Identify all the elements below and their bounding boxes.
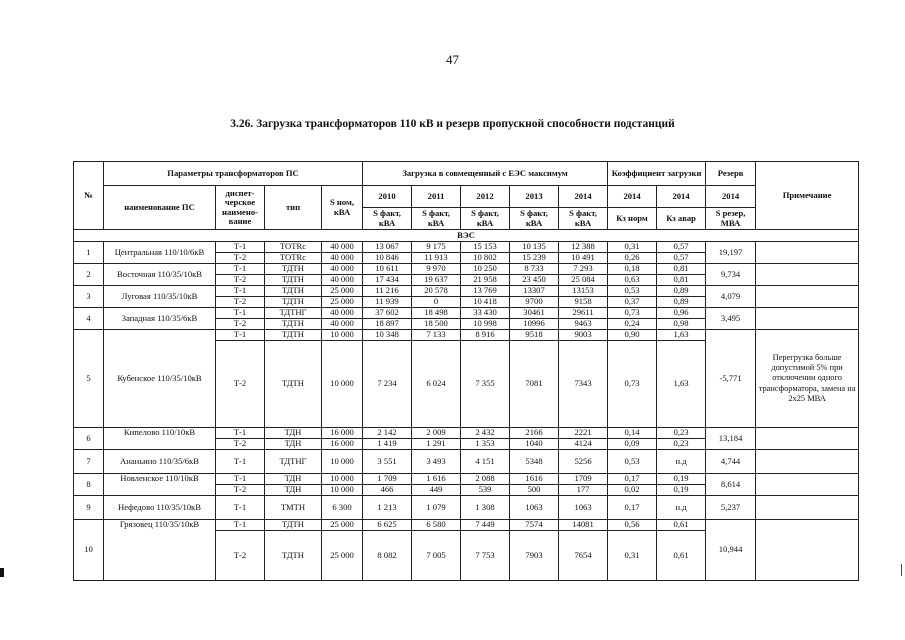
note-cell xyxy=(756,496,859,520)
transformer-type: ТДТН xyxy=(265,330,322,341)
kz-norm-value: 0,26 xyxy=(608,253,657,264)
rated-power: 25 000 xyxy=(322,520,363,531)
load-value: 7343 xyxy=(559,341,608,428)
load-value: 2221 xyxy=(559,428,608,439)
transformer-type: ТДТНГ xyxy=(265,450,322,474)
load-value: 10 250 xyxy=(461,264,510,275)
note-cell xyxy=(756,474,859,496)
kz-norm-value: 0,31 xyxy=(608,531,657,581)
header-kz-norm: Кз норм xyxy=(608,208,657,230)
kz-norm-value: 0,73 xyxy=(608,308,657,319)
load-value: 7 234 xyxy=(363,341,412,428)
kz-avar-value: 0,81 xyxy=(657,264,706,275)
station-name: Новленское 110/10кВ xyxy=(104,474,216,496)
kz-avar-value: 0,23 xyxy=(657,439,706,450)
reserve-value: 5,237 xyxy=(706,496,756,520)
kz-avar-value: 1,63 xyxy=(657,330,706,341)
station-name: Центральная 110/10/6кВ xyxy=(104,242,216,264)
load-value: 9463 xyxy=(559,319,608,330)
load-value: 1 419 xyxy=(363,439,412,450)
station-name: Луговая 110/35/10кВ xyxy=(104,286,216,308)
note-cell xyxy=(756,286,859,308)
header-year: 2011 xyxy=(412,186,461,208)
header-load-group: Загрузка в совмещенный с ЕЭС максимум xyxy=(363,162,608,186)
load-value: 1 353 xyxy=(461,439,510,450)
kz-avar-value: 0,61 xyxy=(657,531,706,581)
header-sfact: S факт, кВА xyxy=(559,208,608,230)
load-value: 19 637 xyxy=(412,275,461,286)
kz-avar-value: 0,23 xyxy=(657,428,706,439)
load-value: 7 005 xyxy=(412,531,461,581)
load-value: 2 432 xyxy=(461,428,510,439)
rated-power: 10 000 xyxy=(322,474,363,485)
rated-power: 25 000 xyxy=(322,297,363,308)
load-value: 10 611 xyxy=(363,264,412,275)
load-value: 25 084 xyxy=(559,275,608,286)
dispatch-name: Т-1 xyxy=(216,428,265,439)
header-ps-name: наименование ПС xyxy=(104,186,216,230)
load-value: 7 133 xyxy=(412,330,461,341)
load-value: 3 493 xyxy=(412,450,461,474)
load-value: 7 753 xyxy=(461,531,510,581)
kz-norm-value: 0,14 xyxy=(608,428,657,439)
transformer-type: ТДТН xyxy=(265,264,322,275)
header-note: Примечание xyxy=(756,162,859,230)
load-value: 10 418 xyxy=(461,297,510,308)
station-number: 5 xyxy=(74,330,104,428)
reserve-value: 4,079 xyxy=(706,286,756,308)
load-value: 1 079 xyxy=(412,496,461,520)
header-num: № xyxy=(74,162,104,230)
load-value: 10996 xyxy=(510,319,559,330)
load-value: 10 998 xyxy=(461,319,510,330)
load-value: 1 616 xyxy=(412,474,461,485)
load-value: 10 348 xyxy=(363,330,412,341)
kz-norm-value: 0,24 xyxy=(608,319,657,330)
dispatch-name: Т-1 xyxy=(216,450,265,474)
note-cell xyxy=(756,450,859,474)
dispatch-name: Т-2 xyxy=(216,341,265,428)
kz-norm-value: 0,73 xyxy=(608,341,657,428)
note-cell xyxy=(756,242,859,264)
transformer-type: ТДТН xyxy=(265,341,322,428)
kz-norm-value: 0,53 xyxy=(608,450,657,474)
load-value: 2 009 xyxy=(412,428,461,439)
note-cell xyxy=(756,428,859,450)
load-value: 1 308 xyxy=(461,496,510,520)
load-value: 13 769 xyxy=(461,286,510,297)
load-value: 9518 xyxy=(510,330,559,341)
transformer-type: TOTRc xyxy=(265,242,322,253)
reserve-value: 4,744 xyxy=(706,450,756,474)
load-value: 466 xyxy=(363,485,412,496)
header-sfact: S факт, кВА xyxy=(510,208,559,230)
station-number: 9 xyxy=(74,496,104,520)
header-reserve-group: Резерв xyxy=(706,162,756,186)
header-year: 2013 xyxy=(510,186,559,208)
load-value: 449 xyxy=(412,485,461,496)
dispatch-name: Т-2 xyxy=(216,531,265,581)
header-sfact: S факт, кВА xyxy=(412,208,461,230)
kz-norm-value: 0,09 xyxy=(608,439,657,450)
load-value: 18 498 xyxy=(412,308,461,319)
load-value: 14081 xyxy=(559,520,608,531)
load-value: 1040 xyxy=(510,439,559,450)
header-sfact: S факт, кВА xyxy=(461,208,510,230)
dispatch-name: Т-1 xyxy=(216,242,265,253)
load-value: 1 213 xyxy=(363,496,412,520)
rated-power: 40 000 xyxy=(322,275,363,286)
load-value: 37 602 xyxy=(363,308,412,319)
load-value: 1063 xyxy=(510,496,559,520)
load-value: 7903 xyxy=(510,531,559,581)
dispatch-name: Т-2 xyxy=(216,275,265,286)
kz-avar-value: 0,19 xyxy=(657,485,706,496)
kz-avar-value: 1,63 xyxy=(657,341,706,428)
transformer-type: ТДН xyxy=(265,474,322,485)
load-value: 12 388 xyxy=(559,242,608,253)
rated-power: 40 000 xyxy=(322,308,363,319)
load-value: 9003 xyxy=(559,330,608,341)
rated-power: 10 000 xyxy=(322,341,363,428)
rated-power: 40 000 xyxy=(322,264,363,275)
transformer-type: ТДТН xyxy=(265,275,322,286)
station-name: Кипелово 110/10кВ xyxy=(104,428,216,450)
rated-power: 25 000 xyxy=(322,286,363,297)
header-year: 2014 xyxy=(559,186,608,208)
load-value: 8 916 xyxy=(461,330,510,341)
header-kz-avar: Кз авар xyxy=(657,208,706,230)
dispatch-name: Т-1 xyxy=(216,308,265,319)
table-row xyxy=(74,286,859,297)
rated-power: 6 300 xyxy=(322,496,363,520)
load-value: 33 430 xyxy=(461,308,510,319)
load-value: 7574 xyxy=(510,520,559,531)
load-value: 2166 xyxy=(510,428,559,439)
load-value: 1616 xyxy=(510,474,559,485)
transformer-type: ТДТН xyxy=(265,297,322,308)
scan-edge-mark xyxy=(901,564,902,576)
transformer-type: ТДТН xyxy=(265,319,322,330)
load-value: 13 067 xyxy=(363,242,412,253)
load-value: 6 580 xyxy=(412,520,461,531)
reserve-value: 10,944 xyxy=(706,520,756,581)
kz-avar-value: 0,19 xyxy=(657,474,706,485)
station-number: 2 xyxy=(74,264,104,286)
transformer-load-table xyxy=(73,161,859,581)
header-year: 2010 xyxy=(363,186,412,208)
page-title: 3.26. Загрузка трансформаторов 110 кВ и резерв пропускной способности подстанций xyxy=(230,118,675,130)
kz-norm-value: 0,56 xyxy=(608,520,657,531)
kz-norm-value: 0,17 xyxy=(608,474,657,485)
header-params-group: Параметры трансформаторов ПС xyxy=(104,162,363,186)
load-value: 1 709 xyxy=(363,474,412,485)
header-coef-group: Коэффициент загрузки xyxy=(608,162,706,186)
header-reserve-year: 2014 xyxy=(706,186,756,208)
rated-power: 16 000 xyxy=(322,439,363,450)
table-row xyxy=(74,474,859,485)
load-value: 7654 xyxy=(559,531,608,581)
note-cell xyxy=(756,520,859,581)
load-value: 18 500 xyxy=(412,319,461,330)
rated-power: 25 000 xyxy=(322,531,363,581)
kz-avar-value: 0,89 xyxy=(657,286,706,297)
rated-power: 40 000 xyxy=(322,253,363,264)
kz-norm-value: 0,63 xyxy=(608,275,657,286)
load-value: 0 xyxy=(412,297,461,308)
load-value: 6 625 xyxy=(363,520,412,531)
station-number: 8 xyxy=(74,474,104,496)
header-snom: S ном, кВА xyxy=(322,186,363,230)
kz-norm-value: 0,90 xyxy=(608,330,657,341)
load-value: 4 151 xyxy=(461,450,510,474)
load-value: 8 082 xyxy=(363,531,412,581)
load-value: 500 xyxy=(510,485,559,496)
header-dispatch-name: диспет-черское наимено-вание xyxy=(216,186,265,230)
load-value: 5256 xyxy=(559,450,608,474)
transformer-type: ТМТН xyxy=(265,496,322,520)
load-value: 7 449 xyxy=(461,520,510,531)
dispatch-name: Т-2 xyxy=(216,253,265,264)
note-cell xyxy=(756,264,859,286)
dispatch-name: Т-2 xyxy=(216,319,265,330)
load-value: 17 434 xyxy=(363,275,412,286)
transformer-type: TOTRc xyxy=(265,253,322,264)
load-value: 2 088 xyxy=(461,474,510,485)
load-value: 9700 xyxy=(510,297,559,308)
load-value: 7081 xyxy=(510,341,559,428)
kz-avar-value: 0,57 xyxy=(657,242,706,253)
dispatch-name: Т-1 xyxy=(216,264,265,275)
rated-power: 10 000 xyxy=(322,450,363,474)
load-value: 9158 xyxy=(559,297,608,308)
reserve-value: 9,734 xyxy=(706,264,756,286)
load-value: 20 578 xyxy=(412,286,461,297)
load-value: 9 970 xyxy=(412,264,461,275)
transformer-type: ТДТН xyxy=(265,520,322,531)
table-header xyxy=(74,162,859,230)
rated-power: 10 000 xyxy=(322,485,363,496)
kz-avar-value: 0,96 xyxy=(657,308,706,319)
kz-norm-value: 0,18 xyxy=(608,264,657,275)
load-value: 10 802 xyxy=(461,253,510,264)
reserve-value: -5,771 xyxy=(706,330,756,428)
header-coef-year: 2014 xyxy=(657,186,706,208)
kz-norm-value: 0,37 xyxy=(608,297,657,308)
note-cell: Перегрузка больше допустимой 5% при отключении одного трансформатора, замена на 2х25 МВА xyxy=(756,330,859,428)
kz-avar-value: 0,98 xyxy=(657,319,706,330)
table-row xyxy=(74,428,859,439)
load-value: 11 939 xyxy=(363,297,412,308)
kz-avar-value: 0,57 xyxy=(657,253,706,264)
load-value: 1709 xyxy=(559,474,608,485)
reserve-value: 8,614 xyxy=(706,474,756,496)
load-value: 10 135 xyxy=(510,242,559,253)
load-value: 3 551 xyxy=(363,450,412,474)
rated-power: 40 000 xyxy=(322,242,363,253)
transformer-type: ТДН xyxy=(265,485,322,496)
load-value: 8 733 xyxy=(510,264,559,275)
load-value: 29611 xyxy=(559,308,608,319)
load-value: 13153 xyxy=(559,286,608,297)
station-number: 6 xyxy=(74,428,104,450)
rated-power: 40 000 xyxy=(322,319,363,330)
table-row xyxy=(74,496,859,520)
load-value: 15 153 xyxy=(461,242,510,253)
load-value: 7 355 xyxy=(461,341,510,428)
rated-power: 10 000 xyxy=(322,330,363,341)
transformer-type: ТДТН xyxy=(265,531,322,581)
kz-avar-value: 0,89 xyxy=(657,297,706,308)
load-value: 1 291 xyxy=(412,439,461,450)
station-name: Нефедово 110/35/10кВ xyxy=(104,496,216,520)
kz-avar-value: 0,81 xyxy=(657,275,706,286)
load-value: 9 175 xyxy=(412,242,461,253)
dispatch-name: Т-1 xyxy=(216,286,265,297)
kz-avar-value: 0,61 xyxy=(657,520,706,531)
load-value: 11 913 xyxy=(412,253,461,264)
section-label: ВЭС xyxy=(74,230,859,242)
dispatch-name: Т-1 xyxy=(216,496,265,520)
load-value: 21 958 xyxy=(461,275,510,286)
load-value: 30461 xyxy=(510,308,559,319)
header-year: 2012 xyxy=(461,186,510,208)
dispatch-name: Т-2 xyxy=(216,297,265,308)
header-coef-year: 2014 xyxy=(608,186,657,208)
kz-norm-value: 0,17 xyxy=(608,496,657,520)
reserve-value: 3,495 xyxy=(706,308,756,330)
station-number: 10 xyxy=(74,520,104,581)
load-value: 539 xyxy=(461,485,510,496)
kz-norm-value: 0,02 xyxy=(608,485,657,496)
load-value: 10 491 xyxy=(559,253,608,264)
table-row xyxy=(74,520,859,531)
load-value: 1063 xyxy=(559,496,608,520)
rated-power: 16 000 xyxy=(322,428,363,439)
reserve-value: 13,184 xyxy=(706,428,756,450)
table-row xyxy=(74,242,859,253)
section-row xyxy=(74,230,859,242)
load-value: 6 024 xyxy=(412,341,461,428)
scan-edge-mark xyxy=(0,568,4,577)
dispatch-name: Т-2 xyxy=(216,439,265,450)
station-name: Западная 110/35/6кВ xyxy=(104,308,216,330)
load-value: 177 xyxy=(559,485,608,496)
table-row xyxy=(74,264,859,275)
station-number: 3 xyxy=(74,286,104,308)
dispatch-name: Т-2 xyxy=(216,485,265,496)
kz-avar-value: н.д xyxy=(657,450,706,474)
dispatch-name: Т-1 xyxy=(216,520,265,531)
station-number: 4 xyxy=(74,308,104,330)
dispatch-name: Т-1 xyxy=(216,330,265,341)
load-value: 23 450 xyxy=(510,275,559,286)
table-row xyxy=(74,330,859,341)
station-number: 7 xyxy=(74,450,104,474)
table-row xyxy=(74,308,859,319)
load-value: 15 239 xyxy=(510,253,559,264)
note-cell xyxy=(756,308,859,330)
reserve-value: 19,197 xyxy=(706,242,756,264)
station-name: Кубенское 110/35/10кВ xyxy=(104,330,216,428)
header-type: тип xyxy=(265,186,322,230)
table-body xyxy=(74,230,859,581)
page-number: 47 xyxy=(446,52,459,67)
load-value: 11 216 xyxy=(363,286,412,297)
transformer-type: ТДН xyxy=(265,428,322,439)
load-value: 4124 xyxy=(559,439,608,450)
table-row xyxy=(74,450,859,474)
transformer-type: ТДН xyxy=(265,439,322,450)
load-value: 10 846 xyxy=(363,253,412,264)
load-value: 18 897 xyxy=(363,319,412,330)
load-value: 13307 xyxy=(510,286,559,297)
station-name: Грязовец 110/35/10кВ xyxy=(104,520,216,581)
header-sfact: S факт, кВА xyxy=(363,208,412,230)
kz-norm-value: 0,31 xyxy=(608,242,657,253)
kz-norm-value: 0,53 xyxy=(608,286,657,297)
station-name: Ананьино 110/35/6кВ xyxy=(104,450,216,474)
station-number: 1 xyxy=(74,242,104,264)
kz-avar-value: н.д xyxy=(657,496,706,520)
dispatch-name: Т-1 xyxy=(216,474,265,485)
transformer-type: ТДТН xyxy=(265,286,322,297)
header-reserve-sub: S резер, МВА xyxy=(706,208,756,230)
transformer-type: ТДТНГ xyxy=(265,308,322,319)
load-value: 5348 xyxy=(510,450,559,474)
station-name: Восточная 110/35/10кВ xyxy=(104,264,216,286)
load-value: 2 142 xyxy=(363,428,412,439)
load-value: 7 293 xyxy=(559,264,608,275)
